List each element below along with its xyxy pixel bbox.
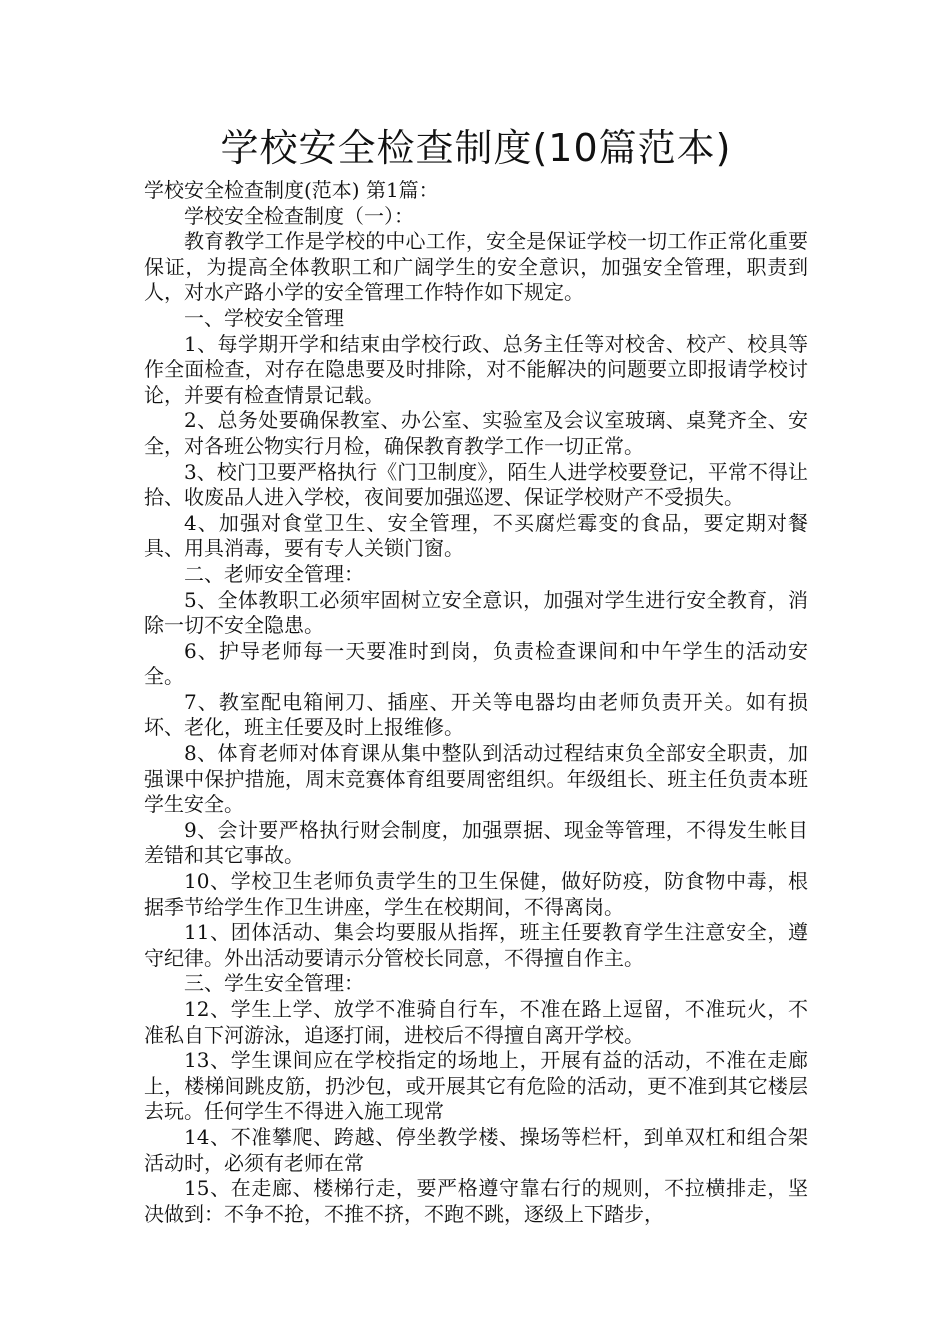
paragraph: 9、会计要严格执行财会制度，加强票据、现金等管理，不得发生帐目差错和其它事故。	[144, 817, 808, 868]
section-subtitle: 学校安全检查制度(范本) 第1篇：	[144, 178, 439, 202]
document-page	[144, 118, 808, 1227]
paragraph: 15、在走廊、楼梯行走，要严格遵守靠右行的规则，不拉横排走，坚决做到：不争不抢，不推不挤，不跑不跳，逐级上下踏步，	[144, 1176, 808, 1226]
paragraph: 4、加强对食堂卫生、安全管理，不买腐烂霉变的食品，要定期对餐具、用具消毒，要有专人关锁门窗。	[144, 510, 808, 561]
paragraph: 14、不准攀爬、跨越、停坐教学楼、操场等栏杆，到单双杠和组合架活动时，必须有老师在常	[144, 1124, 808, 1175]
paragraph: 10、学校卫生老师负责学生的卫生保健，做好防疫，防食物中毒，根据季节给学生作卫生讲座，学生在校期间，不得离岗。	[144, 869, 808, 919]
paragraph: 教育教学工作是学校的中心工作，安全是保证学校一切工作正常化重要保证，为提高全体教职工和广阔学生的安全意识，加强安全管理，职责到人，对水产路小学的安全管理工作特作如下规定。	[144, 229, 808, 305]
paragraph-heading: 学校安全检查制度（一）：	[184, 203, 414, 228]
document-title: 学校安全检查制度(10篇范本)	[220, 126, 732, 170]
paragraph: 3、校门卫要严格执行《门卫制度》，陌生人进学校要登记，平常不得让拾、收废品人进入学校，夜间要加强巡逻、保证学校财产不受损失。	[144, 459, 808, 510]
section-heading: 三、学生安全管理：	[184, 971, 364, 996]
document-body	[144, 178, 808, 1227]
paragraph: 1、每学期开学和结束由学校行政、总务主任等对校舍、校产、校具等作全面检查，对存在隐患要及时排除，对不能解决的问题要立即报请学校讨论，并要有检查情景记载。	[144, 331, 808, 407]
section-heading: 一、学校安全管理	[184, 305, 344, 330]
paragraph: 11、团体活动、集会均要服从指挥，班主任要教育学生注意安全，遵守纪律。外出活动要请示分管校长同意，不得擅自作主。	[144, 920, 808, 970]
paragraph: 13、学生课间应在学校指定的场地上，开展有益的活动，不准在走廊上，楼梯间跳皮筋，扔沙包，或开展其它有危险的活动，更不准到其它楼层去玩。任何学生不得进入施工现常	[144, 1048, 808, 1124]
section-heading: 二、老师安全管理：	[184, 561, 364, 586]
paragraph: 6、护导老师每一天要准时到岗，负责检查课间和中午学生的活动安全。	[144, 638, 808, 689]
paragraph: 8、体育老师对体育课从集中整队到活动过程结束负全部安全职责，加强课中保护措施，周末竞赛体育组要周密组织。年级组长、班主任负责本班学生安全。	[144, 741, 808, 817]
paragraph: 5、全体教职工必须牢固树立安全意识，加强对学生进行安全教育，消除一切不安全隐患。	[144, 587, 808, 638]
paragraph: 12、学生上学、放学不准骑自行车，不准在路上逗留，不准玩火，不准私自下河游泳，追逐打闹，进校后不得擅自离开学校。	[144, 997, 808, 1047]
paragraph: 2、总务处要确保教室、办公室、实验室及会议室玻璃、桌凳齐全、安全，对各班公物实行月检，确保教育教学工作一切正常。	[144, 408, 808, 458]
paragraph: 7、教室配电箱闸刀、插座、开关等电器均由老师负责开关。如有损坏、老化，班主任要及时上报维修。	[144, 689, 808, 740]
